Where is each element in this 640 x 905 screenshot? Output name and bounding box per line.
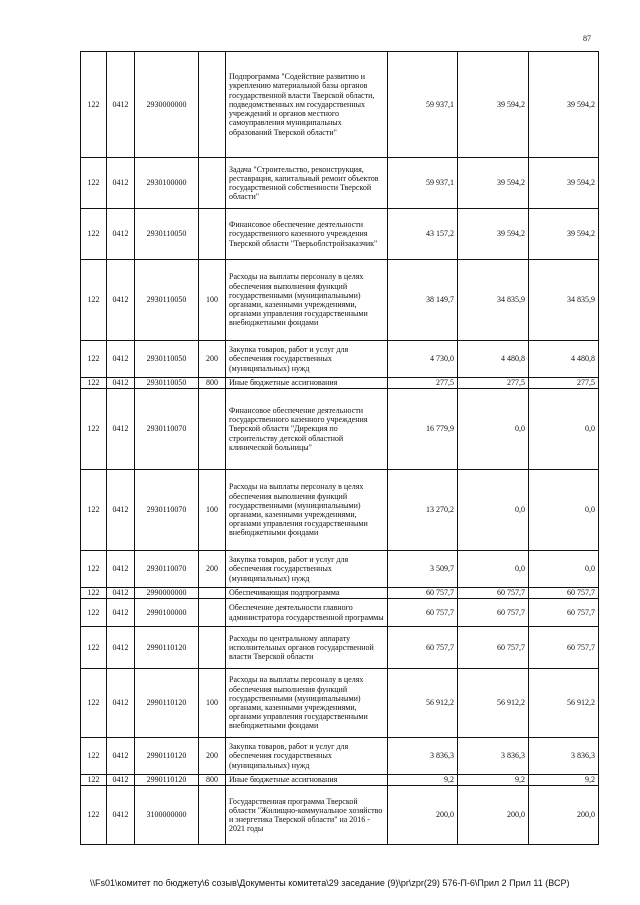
chapter-code-cell: 122 <box>81 260 107 341</box>
item-name-cell: Расходы по центральному аппарату исполнительных органов государственной власти Тверской области <box>226 627 388 669</box>
section-code-cell: 0412 <box>107 588 135 599</box>
amount-year-3-cell: 0,0 <box>529 389 599 470</box>
table-row <box>81 627 599 669</box>
expense-type-cell <box>199 599 226 627</box>
amount-year-2-cell: 3 836,3 <box>458 738 529 775</box>
amount-year-2-cell: 56 912,2 <box>458 669 529 738</box>
table-row <box>81 209 599 260</box>
item-name-cell: Расходы на выплаты персоналу в целях обеспечения выполнения функций государственными (муниципальными) органами, казенными учреждениями, органами управления государственными внебюджетными фондами <box>226 470 388 551</box>
expense-type-cell: 800 <box>199 775 226 786</box>
chapter-code-cell: 122 <box>81 588 107 599</box>
amount-year-2-cell: 4 480,8 <box>458 341 529 378</box>
item-name-cell: Закупка товаров, работ и услуг для обеспечения государственных (муниципальных) нужд <box>226 551 388 588</box>
expense-type-cell: 100 <box>199 669 226 738</box>
expense-type-cell <box>199 389 226 470</box>
amount-year-2-cell: 60 757,7 <box>458 599 529 627</box>
amount-year-2-cell: 0,0 <box>458 389 529 470</box>
item-name-cell: Расходы на выплаты персоналу в целях обеспечения выполнения функций государственными (муниципальными) органами, казенными учреждениями, органами управления государственными внебюджетными фондами <box>226 260 388 341</box>
target-article-cell: 2930000000 <box>135 52 199 158</box>
chapter-code-cell: 122 <box>81 627 107 669</box>
expense-type-cell <box>199 158 226 209</box>
chapter-code-cell: 122 <box>81 341 107 378</box>
amount-year-3-cell: 60 757,7 <box>529 599 599 627</box>
table-body <box>81 52 599 845</box>
amount-year-1-cell: 16 779,9 <box>388 389 458 470</box>
amount-year-1-cell: 3 836,3 <box>388 738 458 775</box>
target-article-cell: 2930110050 <box>135 260 199 341</box>
expense-type-cell <box>199 209 226 260</box>
amount-year-1-cell: 4 730,0 <box>388 341 458 378</box>
chapter-code-cell: 122 <box>81 775 107 786</box>
amount-year-1-cell: 277,5 <box>388 378 458 389</box>
target-article-cell: 2930100000 <box>135 158 199 209</box>
section-code-cell: 0412 <box>107 158 135 209</box>
table-row <box>81 738 599 775</box>
item-name-cell: Закупка товаров, работ и услуг для обеспечения государственных (муниципальных) нужд <box>226 738 388 775</box>
item-name-cell: Обеспечивающая подпрограмма <box>226 588 388 599</box>
section-code-cell: 0412 <box>107 341 135 378</box>
table-row <box>81 378 599 389</box>
item-name-cell: Задача "Строительство, реконструкция, реставрация, капитальный ремонт объектов государственной собственности Тверской области" <box>226 158 388 209</box>
chapter-code-cell: 122 <box>81 209 107 260</box>
table-row <box>81 786 599 845</box>
table-row <box>81 775 599 786</box>
amount-year-1-cell: 38 149,7 <box>388 260 458 341</box>
chapter-code-cell: 122 <box>81 669 107 738</box>
target-article-cell: 2990110120 <box>135 669 199 738</box>
amount-year-1-cell: 60 757,7 <box>388 627 458 669</box>
target-article-cell: 2990110120 <box>135 627 199 669</box>
amount-year-3-cell: 0,0 <box>529 551 599 588</box>
amount-year-3-cell: 39 594,2 <box>529 158 599 209</box>
amount-year-3-cell: 0,0 <box>529 470 599 551</box>
item-name-cell: Расходы на выплаты персоналу в целях обеспечения выполнения функций государственными (муниципальными) органами, казенными учреждениями, органами управления государственными внебюджетными фондами <box>226 669 388 738</box>
section-code-cell: 0412 <box>107 599 135 627</box>
amount-year-3-cell: 60 757,7 <box>529 588 599 599</box>
item-name-cell: Закупка товаров, работ и услуг для обеспечения государственных (муниципальных) нужд <box>226 341 388 378</box>
amount-year-2-cell: 9,2 <box>458 775 529 786</box>
amount-year-1-cell: 60 757,7 <box>388 588 458 599</box>
item-name-cell: Финансовое обеспечение деятельности государственного казенного учреждения Тверской области "Дирекция по строительству детской областной клинической больницы" <box>226 389 388 470</box>
table-row <box>81 158 599 209</box>
expense-type-cell: 200 <box>199 341 226 378</box>
section-code-cell: 0412 <box>107 669 135 738</box>
table-row <box>81 470 599 551</box>
amount-year-3-cell: 56 912,2 <box>529 669 599 738</box>
amount-year-1-cell: 200,0 <box>388 786 458 845</box>
table-row <box>81 52 599 158</box>
item-name-cell: Государственная программа Тверской области "Жилищно-коммунальное хозяйство и энергетика Тверской области" на 2016 - 2021 годы <box>226 786 388 845</box>
chapter-code-cell: 122 <box>81 786 107 845</box>
section-code-cell: 0412 <box>107 738 135 775</box>
chapter-code-cell: 122 <box>81 52 107 158</box>
target-article-cell: 2930110070 <box>135 389 199 470</box>
amount-year-2-cell: 60 757,7 <box>458 627 529 669</box>
expense-type-cell: 100 <box>199 260 226 341</box>
table-row <box>81 588 599 599</box>
amount-year-2-cell: 277,5 <box>458 378 529 389</box>
item-name-cell: Иные бюджетные ассигнования <box>226 378 388 389</box>
expense-type-cell: 200 <box>199 551 226 588</box>
chapter-code-cell: 122 <box>81 599 107 627</box>
amount-year-2-cell: 39 594,2 <box>458 158 529 209</box>
amount-year-1-cell: 13 270,2 <box>388 470 458 551</box>
amount-year-3-cell: 60 757,7 <box>529 627 599 669</box>
target-article-cell: 2990110120 <box>135 738 199 775</box>
amount-year-3-cell: 34 835,9 <box>529 260 599 341</box>
budget-table <box>80 51 599 845</box>
section-code-cell: 0412 <box>107 378 135 389</box>
amount-year-1-cell: 60 757,7 <box>388 599 458 627</box>
expense-type-cell: 800 <box>199 378 226 389</box>
target-article-cell: 2930110070 <box>135 551 199 588</box>
chapter-code-cell: 122 <box>81 389 107 470</box>
amount-year-3-cell: 277,5 <box>529 378 599 389</box>
target-article-cell: 3100000000 <box>135 786 199 845</box>
amount-year-1-cell: 59 937,1 <box>388 52 458 158</box>
expense-type-cell <box>199 786 226 845</box>
table-row <box>81 551 599 588</box>
amount-year-2-cell: 39 594,2 <box>458 52 529 158</box>
chapter-code-cell: 122 <box>81 470 107 551</box>
amount-year-3-cell: 39 594,2 <box>529 209 599 260</box>
target-article-cell: 2930110050 <box>135 341 199 378</box>
target-article-cell: 2990100000 <box>135 599 199 627</box>
page-number: 87 <box>583 34 591 43</box>
amount-year-2-cell: 200,0 <box>458 786 529 845</box>
section-code-cell: 0412 <box>107 775 135 786</box>
section-code-cell: 0412 <box>107 260 135 341</box>
table-row <box>81 341 599 378</box>
amount-year-1-cell: 56 912,2 <box>388 669 458 738</box>
target-article-cell: 2930110050 <box>135 378 199 389</box>
amount-year-2-cell: 0,0 <box>458 551 529 588</box>
amount-year-3-cell: 200,0 <box>529 786 599 845</box>
expense-type-cell <box>199 627 226 669</box>
section-code-cell: 0412 <box>107 627 135 669</box>
section-code-cell: 0412 <box>107 389 135 470</box>
amount-year-3-cell: 3 836,3 <box>529 738 599 775</box>
chapter-code-cell: 122 <box>81 378 107 389</box>
amount-year-1-cell: 3 509,7 <box>388 551 458 588</box>
amount-year-1-cell: 9,2 <box>388 775 458 786</box>
section-code-cell: 0412 <box>107 209 135 260</box>
section-code-cell: 0412 <box>107 786 135 845</box>
expense-type-cell <box>199 588 226 599</box>
table-row <box>81 260 599 341</box>
item-name-cell: Финансовое обеспечение деятельности государственного казенного учреждения Тверской области "Тверьоблстройзаказчик" <box>226 209 388 260</box>
amount-year-3-cell: 4 480,8 <box>529 341 599 378</box>
chapter-code-cell: 122 <box>81 738 107 775</box>
amount-year-1-cell: 43 157,2 <box>388 209 458 260</box>
target-article-cell: 2930110050 <box>135 209 199 260</box>
table-row <box>81 389 599 470</box>
amount-year-2-cell: 39 594,2 <box>458 209 529 260</box>
amount-year-1-cell: 59 937,1 <box>388 158 458 209</box>
amount-year-3-cell: 39 594,2 <box>529 52 599 158</box>
amount-year-2-cell: 0,0 <box>458 470 529 551</box>
amount-year-2-cell: 60 757,7 <box>458 588 529 599</box>
chapter-code-cell: 122 <box>81 551 107 588</box>
target-article-cell: 2990110120 <box>135 775 199 786</box>
footer-file-path: \\Fs01\комитет по бюджету\6 созыв\Документы комитета\29 заседание (9)\pr\zpr(29) 576-П-6\Прил 2 Прил 11 (ВСР) <box>90 878 570 888</box>
target-article-cell: 2990000000 <box>135 588 199 599</box>
chapter-code-cell: 122 <box>81 158 107 209</box>
item-name-cell: Иные бюджетные ассигнования <box>226 775 388 786</box>
amount-year-2-cell: 34 835,9 <box>458 260 529 341</box>
section-code-cell: 0412 <box>107 551 135 588</box>
item-name-cell: Обеспечение деятельности главного администратора государственной программы <box>226 599 388 627</box>
section-code-cell: 0412 <box>107 470 135 551</box>
expense-type-cell: 200 <box>199 738 226 775</box>
table-row <box>81 599 599 627</box>
item-name-cell: Подпрограмма "Содействие развитию и укреплению материальной базы органов государственной власти Тверской области, подведомственных им государственных учреждений и органов местного самоуправления муниципальных образований Тверской области" <box>226 52 388 158</box>
table-row <box>81 669 599 738</box>
section-code-cell: 0412 <box>107 52 135 158</box>
expense-type-cell: 100 <box>199 470 226 551</box>
target-article-cell: 2930110070 <box>135 470 199 551</box>
expense-type-cell <box>199 52 226 158</box>
amount-year-3-cell: 9,2 <box>529 775 599 786</box>
